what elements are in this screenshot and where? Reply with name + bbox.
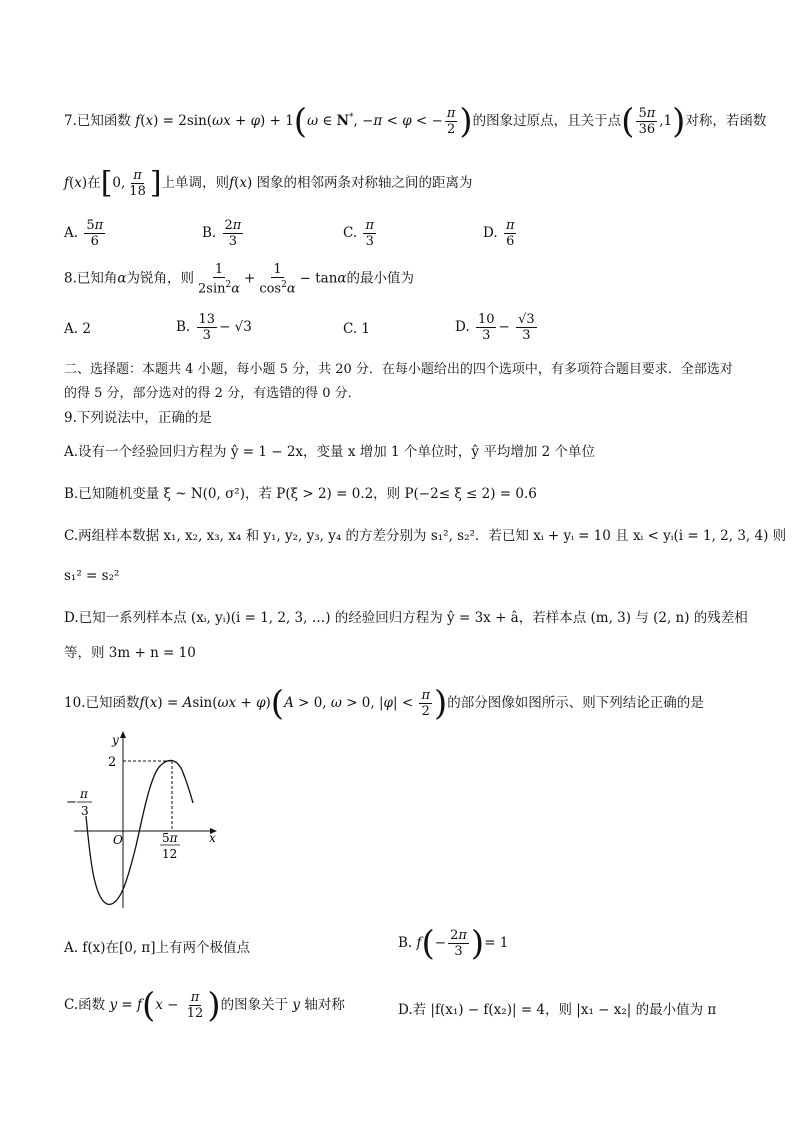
- section2-line2: 的得 5 分，部分选对的得 2 分，有选错的得 0 分．: [64, 386, 361, 401]
- left-x-label-pi: π: [80, 787, 88, 801]
- right-x-label-den: 12: [162, 847, 178, 861]
- q8-stem: 8.已知角α为锐角，则 $\frac{1}{2\sin^2\alpha}$ + $\frac{1}{\cos^2\alpha}$ − tanα的最小值为: [64, 262, 415, 297]
- q7-option-c: C. $\frac{\pi}{3}$: [343, 218, 374, 249]
- q7-line1: 7.已知函数 f(x) = 2sin(ωx + φ) + 1(ω ∈ N*, −π < φ < − $\frac{\pi}{2}$ )的图象过原点，且关于点( $\frac{5\pi}{36}$ ,1)对称，若函数: [64, 101, 767, 142]
- q7-option-a: A. $\frac{5\pi}{6}$: [64, 218, 104, 249]
- q7-function: f: [135, 113, 141, 129]
- q7-text-a: 的图象过原点，且关于点: [472, 113, 622, 129]
- x-axis-label: x: [209, 831, 216, 845]
- q9-option-c-line1: C.两组样本数据 x₁, x₂, x₃, x₄ 和 y₁, y₂, y₃, y₄ 的方差分别为 s₁², s₂²．若已知 xᵢ + yᵢ = 10 且 xᵢ < yᵢ(i = 1, 2, 3, 4) 则: [64, 528, 787, 544]
- q7-option-d: D. $\frac{\pi}{6}$: [483, 218, 515, 249]
- left-x-label-den: 3: [81, 804, 89, 818]
- q8-option-a: A. 2: [64, 321, 91, 337]
- q10-graph: [64, 728, 234, 918]
- q10-option-c: C.函数 y = f(x − $\frac{\pi}{12}$ )的图象关于 y 轴对称: [64, 985, 345, 1026]
- y-axis-arrow: [120, 731, 126, 738]
- y-axis-label: y: [112, 733, 119, 747]
- left-x-label-minus: −: [66, 795, 77, 810]
- q10-option-d: D.若 |f(x₁) − f(x₂)| = 4，则 |x₁ − x₂| 的最小值为 π: [398, 1002, 717, 1018]
- q7-option-b: B. $\frac{2\pi}{3}$: [202, 218, 242, 249]
- peak-value-label: 2: [108, 755, 117, 770]
- right-x-label-num: 5π: [162, 831, 178, 845]
- q8-option-b: B. $\frac{13}{3}$ − √3: [176, 312, 252, 343]
- q9-option-c-line2: s₁² = s₂²: [64, 568, 120, 584]
- q9-option-d-line1: D.已知一系列样本点 (xᵢ, yᵢ)(i = 1, 2, 3, …) 的经验回归方程为 ŷ = 3x + â，若样本点 (m, 3) 与 (2, n) 的残差相: [64, 610, 748, 626]
- q7-text-d: 上单调，则: [161, 175, 230, 191]
- q9-title: 9.下列说法中，正确的是: [64, 410, 212, 426]
- q8-option-c: C. 1: [343, 321, 371, 337]
- q10-stem: 10.已知函数f(x) = Asin(ωx + φ)(A > 0, ω > 0, |φ| < $\frac{\pi}{2}$ )的部分图像如图所示、则下列结论正确的是: [64, 683, 704, 724]
- q10-option-b: B. f(− $\frac{2\pi}{3}$ )= 1: [398, 923, 509, 964]
- q7-line2: f(x)在[0, $\frac{\pi}{18}$ ]上单调，则f(x) 图象的相邻两条对称轴之间的距离为: [64, 165, 473, 201]
- q9-option-a: A.设有一个经验回归方程为 ŷ = 1 − 2x，变量 x 增加 1 个单位时，ŷ 平均增加 2 个单位: [64, 444, 595, 460]
- q10-option-a: A. f(x)在[0, π]上有两个极值点: [64, 940, 251, 956]
- q9-option-b: B.已知随机变量 ξ ~ N(0, σ²)，若 P(ξ > 2) = 0.2，则 P(−2≤ ξ ≤ 2) = 0.6: [64, 486, 537, 502]
- q7-prefix: 7.已知函数: [64, 113, 131, 129]
- section2-line1: 二、选择题：本题共 4 小题，每小题 5 分，共 20 分．在每小题给出的四个选项中，有多项符合题目要求．全部选对: [64, 362, 733, 377]
- q8-option-d: D. $\frac{10}{3}$ − $\frac{√3}{3}$: [455, 312, 535, 343]
- origin-label: O: [113, 833, 123, 847]
- q7-text-b: 对称，若函数: [685, 113, 767, 129]
- q9-option-d-line2: 等，则 3m + n = 10: [64, 645, 196, 661]
